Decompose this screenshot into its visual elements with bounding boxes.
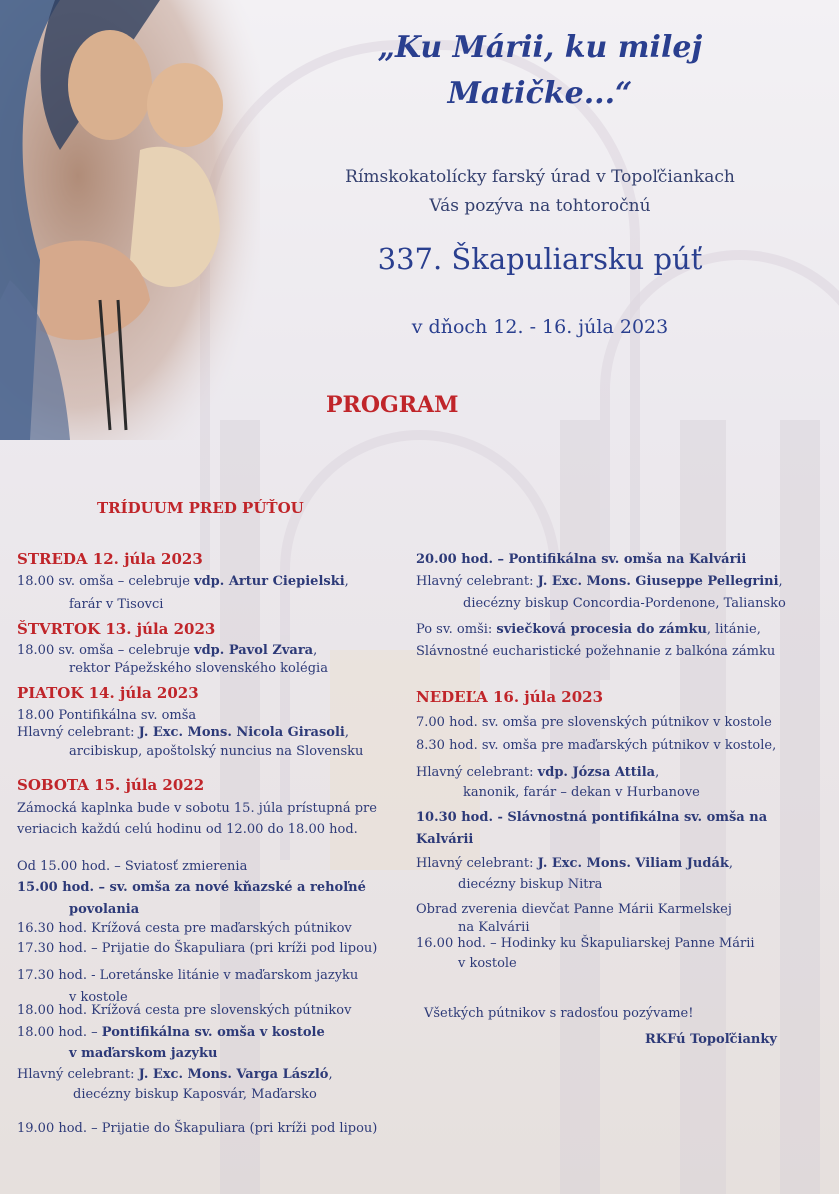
event-title: 337. Škapuliarsku púť xyxy=(377,242,703,276)
sobota-line-3: Od 15.00 hod. – Sviatosť zmierenia xyxy=(17,859,248,874)
piatok-line-2: Hlavný celebrant: J. Exc. Mons. Nicola Girasoli, xyxy=(17,725,349,740)
sobota-line-11: 18.00 hod. – Pontifikálna sv. omša v kostole xyxy=(17,1025,325,1040)
sobota-line-4: 15.00 hod. – sv. omša za nové kňazské a rehoľné xyxy=(17,880,366,895)
madonna-and-child-image xyxy=(0,0,260,440)
day-heading-stvrtok: ŠTVRTOK 13. júla 2023 xyxy=(17,620,216,638)
sobota-line-15: 19.00 hod. – Prijatie do Škapuliara (pri kríži pod lipou) xyxy=(17,1121,378,1136)
right-line-5: Slávnostné eucharistické požehnanie z balkóna zámku xyxy=(416,644,776,659)
sobota-line-14: diecézny biskup Kaposvár, Maďarsko xyxy=(73,1087,317,1102)
stvrtok-line-2: rektor Pápežského slovenského kolégia xyxy=(69,661,328,676)
sobota-line-10: 18.00 hod. Krížová cesta pre slovenských pútnikov xyxy=(17,1003,352,1018)
right-line-1: 20.00 hod. – Pontifikálna sv. omša na Kalvárii xyxy=(416,552,747,567)
right-line-4: Po sv. omši: sviečková procesia do zámku, litánie, xyxy=(416,622,761,637)
day-heading-sobota: SOBOTA 15. júla 2022 xyxy=(17,776,205,794)
sobota-line-12: v maďarskom jazyku xyxy=(69,1046,218,1061)
stvrtok-line-1: 18.00 sv. omša – celebruje vdp. Pavol Zvara, xyxy=(17,643,318,658)
nedela-line-7: Hlavný celebrant: J. Exc. Mons. Viliam Judák, xyxy=(416,856,734,871)
event-dates: v dňoch 12. - 16. júla 2023 xyxy=(411,316,669,338)
nedela-line-8: diecézny biskup Nitra xyxy=(458,877,603,892)
nedela-line-6: Kalvárii xyxy=(416,832,474,847)
sobota-line-1: Zámocká kaplnka bude v sobotu 15. júla prístupná pre xyxy=(17,801,377,816)
piatok-line-1: 18.00 Pontifikálna sv. omša xyxy=(17,708,197,723)
streda-line-1: 18.00 sv. omša – celebruje vdp. Artur Ciepielski, xyxy=(17,574,349,589)
nedela-line-11: 16.00 hod. – Hodinky ku Škapuliarskej Panne Márii xyxy=(416,936,755,951)
streda-line-2: farár v Tisovci xyxy=(69,597,164,612)
day-heading-piatok: PIATOK 14. júla 2023 xyxy=(17,684,199,702)
sobota-line-8: 17.30 hod. - Loretánske litánie v maďarskom jazyku xyxy=(17,968,359,983)
headline-line-1: „Ku Márii, ku milej xyxy=(377,30,703,65)
nedela-line-9: Obrad zverenia dievčat Panne Márii Karmelskej xyxy=(416,902,732,917)
headline-line-2: Matičke...“ xyxy=(447,76,633,111)
right-line-3: diecézny biskup Concordia-Pordenone, Taliansko xyxy=(463,596,786,611)
sobota-line-13: Hlavný celebrant: J. Exc. Mons. Varga László, xyxy=(17,1067,333,1082)
signature: RKFú Topoľčianky xyxy=(645,1032,777,1047)
sobota-line-9: v kostole xyxy=(69,990,128,1005)
day-heading-streda: STREDA 12. júla 2023 xyxy=(17,550,203,568)
program-heading: PROGRAM xyxy=(326,392,459,418)
nedela-line-1: 7.00 hod. sv. omša pre slovenských pútnikov v kostole xyxy=(416,715,772,730)
triduum-heading: TRÍDUUM PRED PÚŤOU xyxy=(97,499,304,517)
nedela-line-10: na Kalvárii xyxy=(458,920,530,935)
day-heading-nedela: NEDEĽA 16. júla 2023 xyxy=(416,688,604,706)
piatok-line-3: arcibiskup, apoštolský nuncius na Slovensku xyxy=(69,744,364,759)
invitation-text: Všetkých pútnikov s radosťou pozývame! xyxy=(424,1006,694,1021)
sobota-line-5: povolania xyxy=(69,902,140,917)
nedela-line-2: 8.30 hod. sv. omša pre maďarských pútnikov v kostole, xyxy=(416,738,777,753)
subtitle-line-1: Rímskokatolícky farský úrad v Topoľčiankach xyxy=(345,167,735,187)
nedela-line-4: kanonik, farár – dekan v Hurbanove xyxy=(463,785,700,800)
subtitle-line-2: Vás pozýva na tohtoročnú xyxy=(429,196,651,216)
nedela-line-5: 10.30 hod. - Slávnostná pontifikálna sv. omša na xyxy=(416,810,768,825)
sobota-line-7: 17.30 hod. – Prijatie do Škapuliara (pri kríži pod lipou) xyxy=(17,941,378,956)
nedela-line-3: Hlavný celebrant: vdp. Józsa Attila, xyxy=(416,765,660,780)
sobota-line-2: veriacich každú celú hodinu od 12.00 do 18.00 hod. xyxy=(17,822,358,837)
nedela-line-12: v kostole xyxy=(458,956,517,971)
right-line-2: Hlavný celebrant: J. Exc. Mons. Giuseppe Pellegrini, xyxy=(416,574,783,589)
sobota-line-6: 16.30 hod. Krížová cesta pre maďarských pútnikov xyxy=(17,921,352,936)
